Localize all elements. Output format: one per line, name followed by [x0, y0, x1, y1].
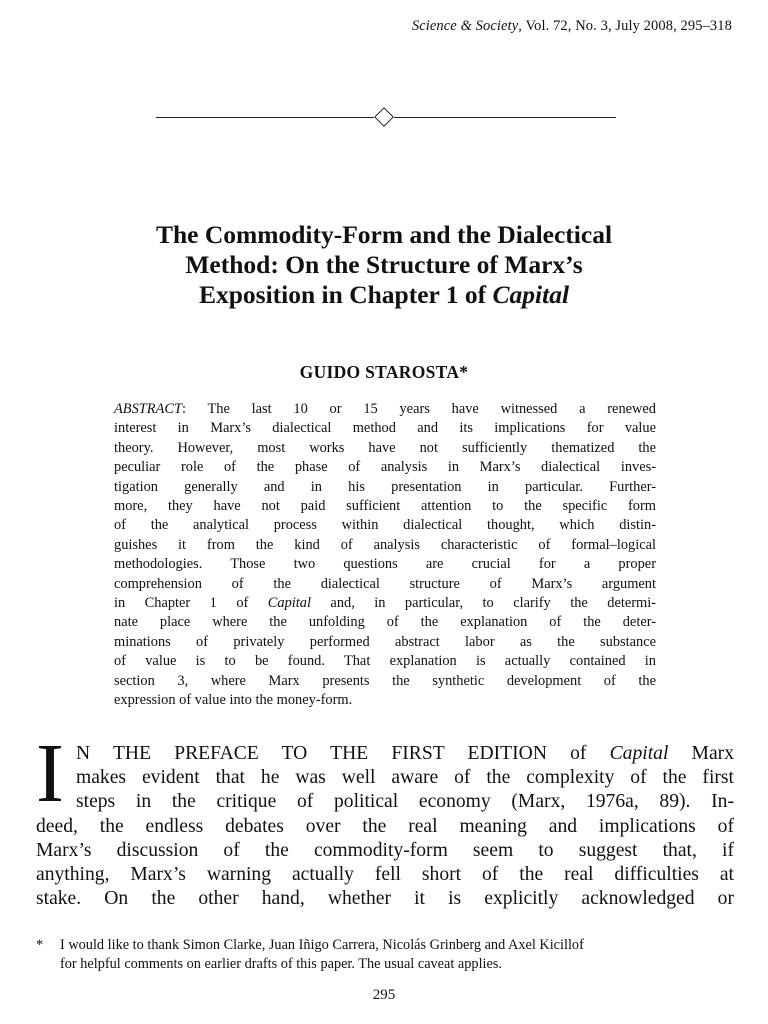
- abstract-line: tigation generally and in his presentation in particular. Further-: [114, 478, 656, 495]
- footnote-line: I would like to thank Simon Clarke, Juan Iñigo Carrera, Nicolás Grinberg and Axel Kicillof: [60, 937, 584, 953]
- abstract-line: [114, 594, 656, 613]
- body-line: stake. On the other hand, whether it is explicitly acknowledged or: [36, 888, 734, 910]
- body-italic-capital: Capital: [609, 743, 669, 764]
- abstract-line: peculiar role of the phase of analysis in Marx’s dialectical inves-: [114, 459, 656, 476]
- article-title: [60, 220, 708, 310]
- body-line: Marx’s discussion of the commodity-form seem to suggest that, if: [36, 839, 734, 861]
- abstract-line: theory. However, most works have not sufficiently thematized the: [114, 439, 656, 456]
- body-line: deed, the endless debates over the real meaning and implications of: [36, 815, 734, 837]
- journal-citation: , Vol. 72, No. 3, July 2008, 295–318: [518, 18, 732, 34]
- drop-cap: I: [36, 727, 64, 820]
- diamond-ornament-icon: [374, 107, 394, 127]
- footnote-mark: *: [36, 937, 44, 953]
- page-number: 295: [372, 987, 396, 1003]
- abstract-line: guishes it from the kind of analysis characteristic of formal–logical: [114, 536, 656, 553]
- title-line-2: Method: On the Structure of Marx’s: [185, 250, 583, 279]
- abstract-line: more, they have not paid sufficient attention to the specific form: [114, 498, 656, 515]
- abstract-line: comprehension of the dialectical structure of Marx’s argument: [114, 575, 656, 592]
- abstract-line: of value is to be found. That explanation is actually contained in: [114, 653, 656, 670]
- footnote-line: for helpful comments on earlier drafts of this paper. The usual caveat applies.: [60, 955, 502, 972]
- abstract-line: [114, 400, 656, 419]
- ornamental-divider: [156, 108, 616, 128]
- author-name: GUIDO STAROSTA*: [299, 362, 469, 382]
- title-line-3: [60, 280, 708, 310]
- body-line-text: Marx: [668, 743, 735, 764]
- abstract-line: of the analytical process within dialectical thought, which distin-: [114, 517, 656, 534]
- title-line-1: The Commodity-Form and the Dialectical: [155, 220, 613, 249]
- body-line: steps in the critique of political economy (Marx, 1976a, 89). In-: [76, 791, 734, 813]
- running-head: [412, 18, 732, 35]
- abstract-line-text: : The last 10 or 15 years have witnessed a renewed: [181, 401, 656, 417]
- abstract-line: section 3, where Marx presents the synthetic development of the: [114, 672, 656, 689]
- abstract: [114, 400, 656, 711]
- body-line: [36, 742, 734, 766]
- body-line: anything, Marx’s warning actually fell short of the real difficulties at: [36, 864, 734, 886]
- footnote-text: [60, 936, 736, 973]
- body-paragraph: [36, 742, 734, 911]
- title-italic-capital: Capital: [492, 280, 570, 309]
- abstract-line: minations of privately performed abstract labor as the substance: [114, 633, 656, 650]
- abstract-label: ABSTRACT: [114, 401, 182, 417]
- abstract-line: expression of value into the money-form.: [114, 692, 353, 709]
- title-line-3-text: Exposition in Chapter 1 of: [198, 280, 493, 309]
- abstract-line: interest in Marx’s dialectical method and its implications for value: [114, 420, 656, 437]
- divider-line-left: [156, 117, 374, 118]
- body-line-text: N THE PREFACE TO THE FIRST EDITION of: [76, 743, 610, 764]
- abstract-line: methodologies. Those two questions are crucial for a proper: [114, 556, 656, 573]
- abstract-italic-capital: Capital: [267, 595, 311, 612]
- abstract-line-text: and, in particular, to clarify the determi-: [310, 595, 656, 612]
- abstract-line-text: in Chapter 1 of: [114, 595, 268, 612]
- divider-line-right: [394, 117, 616, 118]
- abstract-line: nate place where the unfolding of the explanation of the deter-: [114, 614, 656, 631]
- journal-name: Science & Society: [411, 18, 519, 34]
- body-line: makes evident that he was well aware of the complexity of the first: [76, 767, 734, 789]
